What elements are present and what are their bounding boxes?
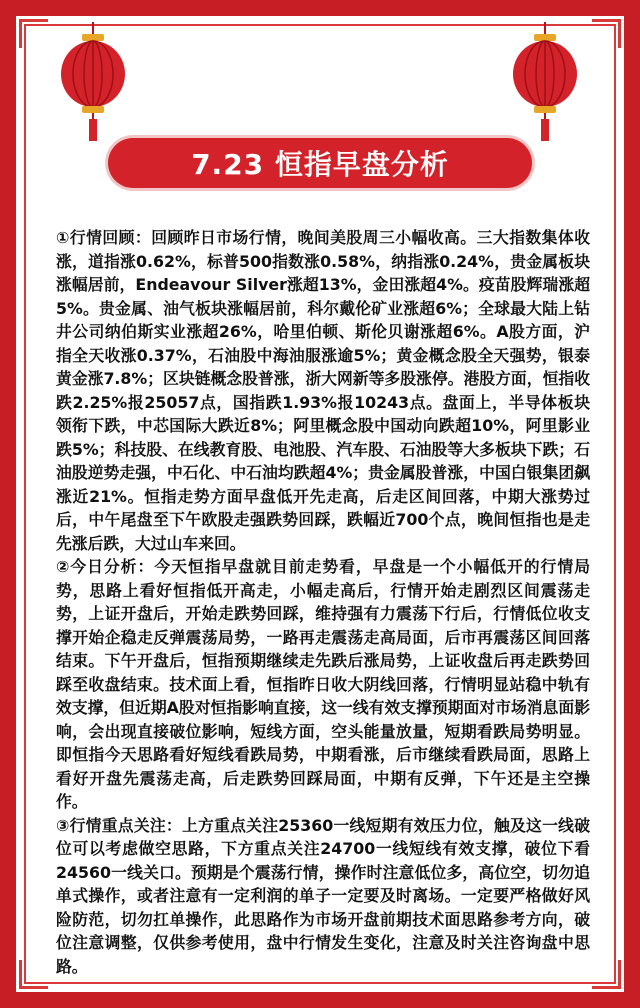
article-body: [56, 226, 590, 978]
corner-ornament: [19, 960, 48, 989]
lantern-icon: [510, 22, 580, 142]
page-title: 7.23 恒指早盘分析: [191, 148, 449, 181]
lantern-icon: [58, 22, 128, 142]
corner-ornament: [19, 19, 48, 48]
title-banner: [108, 138, 532, 188]
corner-ornament: [592, 19, 621, 48]
paragraph-today-analysis: ②今日分析：今天恒指早盘就目前走势看，早盘是一个小幅低开的行情局势，思路上看好恒指低开高走，小幅走高后，行情开始走剧烈区间震荡走势，上证开盘后，开始走跌势回踩，维持强有力震荡下行后，行情低位收支撑开始企稳走反弹震荡局势，一路再走震荡走高局面，后市再震荡区间回落结束。下午开盘后，恒指预期继续走先跌后涨局势，上证收盘后再走跌势回踩至收盘结束。技术面上看，恒指昨日收大阴线回落，行情明显站稳中轨有效支撑，但近期A股对恒指影响直接，这一线有效支撑预期面对市场消息面影响，会出现直接破位影响，短线方面，空头能量放量，短期看跌局势明显。即恒指今天思路看好短线看跌局势，中期看涨，后市继续看跌局面，思路上看好开盘先震荡走高，后走跌势回踩局面，中期有反弹，下午还是主空操作。: [56, 557, 590, 811]
paragraph-market-review: ①行情回顾：回顾昨日市场行情，晚间美股周三小幅收高。三大指数集体收涨，道指涨0.62%，标普500指数涨0.58%，纳指涨0.24%，贵金属板块涨幅居前，Endeavour Silver涨超13%，金田涨超4%。疫苗股辉瑞涨超5%。贵金属、油气板块涨幅居前，科尔戴伦矿业涨超6%；全球最大陆上钻井公司纳伯斯实业涨超26%，哈里伯顿、斯伦贝谢涨超6%。A股方面，沪指全天收涨0.37%，石油股中海油服涨逾5%；黄金概念股全天强势，银泰黄金涨7.8%；区块链概念股普涨，浙大网新等多股涨停。港股方面，恒指收跌2.25%报25057点，国指跌1.93%报10243点。盘面上，半导体板块领衔下跌，中芯国际大跌近8%；阿里概念股中国动向跌超10%，阿里影业跌5%；科技股、在线教育股、电池股、汽车股、石油股等大多板块下跌；石油股逆势走强，中石化、中石油均跌超4%；贵金属股普涨，中国白银集团飙涨近21%。恒指走势方面早盘低开先走高，后走区间回落，中期大涨势过后，中午尾盘至下午欧股走强跌势回踩，跌幅近700个点，晚间恒指也是走先涨后跌，大过山车来回。: [56, 228, 590, 553]
corner-ornament: [592, 960, 621, 989]
paragraph-key-focus: ③行情重点关注：上方重点关注25360一线短期有效压力位，触及这一线破位可以考虑做空思路，下方重点关注24700一线短线有效支撑，破位下看24560一线关口。预期是个震荡行情，操作时注意低位多，高位空，切勿追单式操作，或者注意有一定利润的单子一定要及时离场。一定要严格做好风险防范，切勿扛单操作，此思路作为市场开盘前期技术面思路参考方向，破位注意调整，仅供参考使用，盘中行情发生变化，注意及时关注咨询盘中思路。: [56, 815, 590, 976]
